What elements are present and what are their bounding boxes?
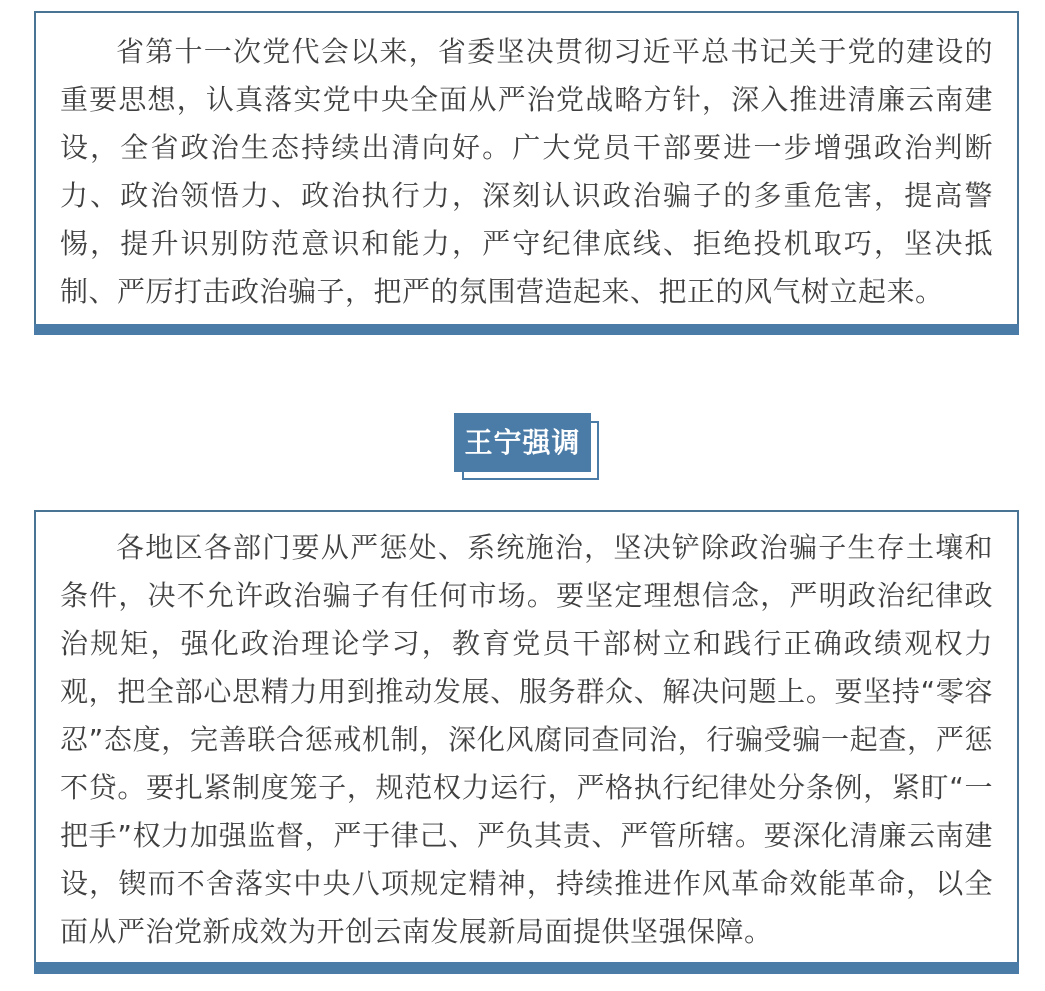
quote-paragraph-1: 省第十一次党代会以来，省委坚决贯彻习近平总书记关于党的建设的重要思想，认真落实党中央全面从严治党战略方针，深入推进清廉云南建设，全省政治生态持续出清向好。广大党员干部要进一步增强政治判断力、政治领悟力、政治执行力，深刻认识政治骗子的多重危害，提高警惕，提升识别防范意识和能力，严守纪律底线、拒绝投机取巧，坚决抵制、严厉打击政治骗子，把严的氛围营造起来、把正的风气树立起来。 [60, 35, 993, 308]
section-divider-bar [34, 962, 1019, 974]
speaker-badge: 王宁强调 [454, 413, 590, 472]
quote-section-2 [34, 510, 1019, 974]
section-divider-bar [34, 324, 1019, 335]
badge-row [0, 413, 1045, 472]
quote-section-1 [34, 11, 1019, 335]
badge-offset-frame [462, 421, 598, 480]
quote-paragraph-2: 各地区各部门要从严惩处、系统施治，坚决铲除政治骗子生存土壤和条件，决不允许政治骗子有任何市场。要坚定理想信念，严明政治纪律政治规矩，强化政治理论学习，教育党员干部树立和践行正确政绩观权力观，把全部心思精力用到推动发展、服务群众、解决问题上。要坚持“零容忍”态度，完善联合惩戒机制，深化风腐同查同治，行骗受骗一起查，严惩不贷。要扎紧制度笼子，规范权力运行，严格执行纪律处分条例，紧盯“一把手”权力加强监督，严于律己、严负其责、严管所辖。要深化清廉云南建设，锲而不舍落实中央八项规定精神，持续推进作风革命效能革命，以全面从严治党新成效为开创云南发展新局面提供坚强保障。 [60, 531, 993, 948]
